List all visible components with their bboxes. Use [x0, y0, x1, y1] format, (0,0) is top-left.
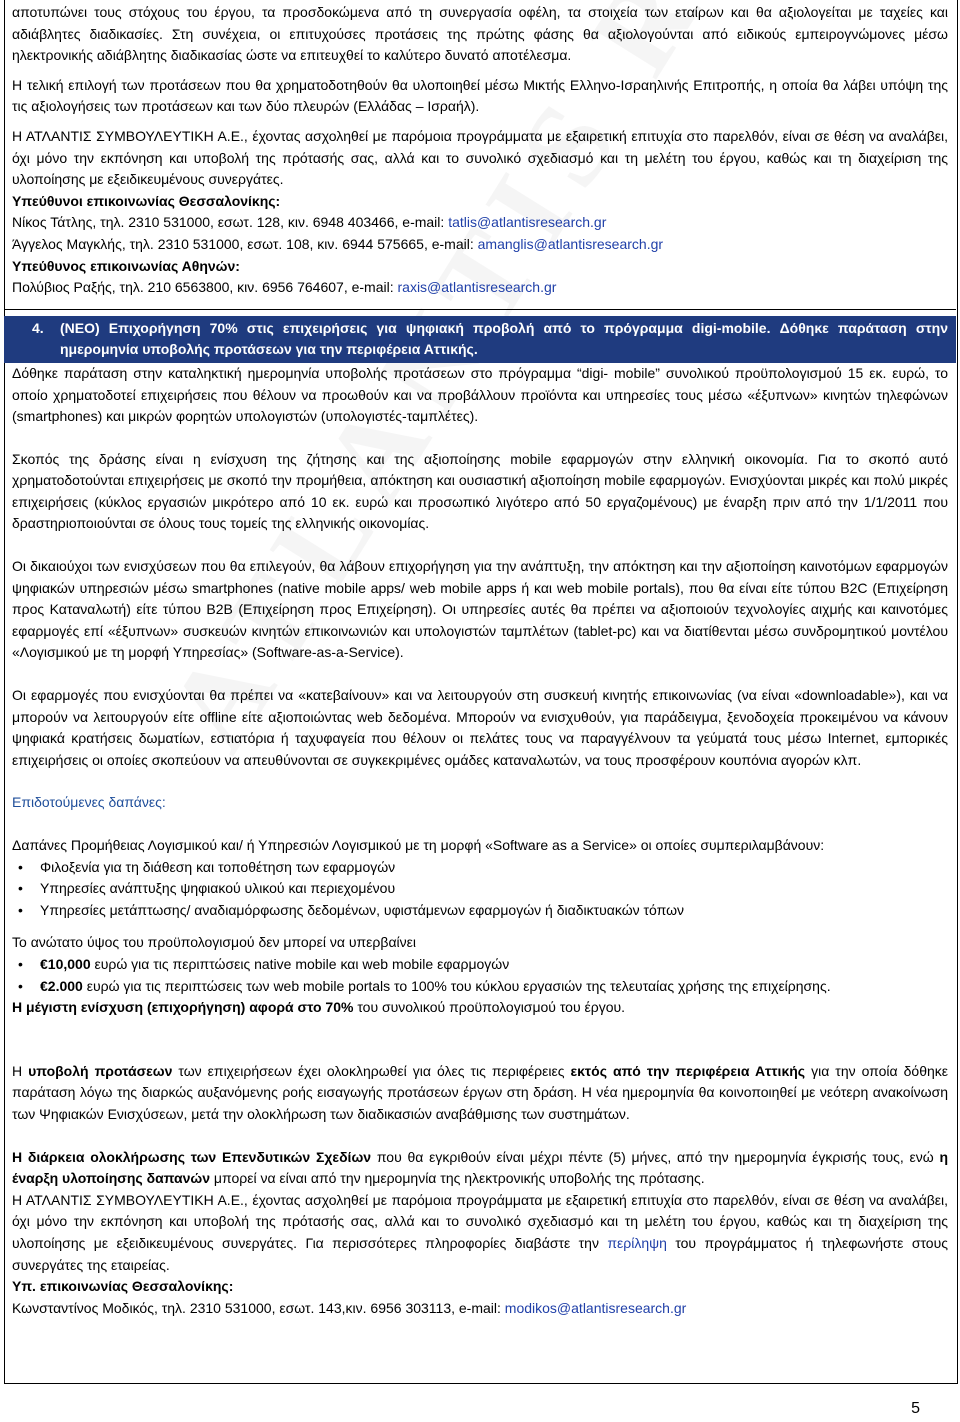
section-4-extension: Δόθηκε παράταση στην ημερομηνία υποβολής προτάσεων για την περιφέρεια Αττικής. [60, 319, 948, 358]
list-item: • Υπηρεσίες ανάπτυξης ψηφιακού υλικού και περιεχομένου [12, 878, 948, 900]
page-content [12, 2, 948, 1319]
company-name: Η ΑΤΛΑΝΤΙΣ ΣΥΜΒΟΥΛΕΥΤΙΚΗ Α.Ε. [12, 1191, 244, 1208]
email-link-tatlis[interactable]: tatlis@atlantisresearch.gr [448, 214, 607, 231]
list-item: • Υπηρεσίες μετάπτωσης/ αναδιαμόρφωσης δεδομένων, υφιστάμενων εφαρμογών ή διαδικτυακών τόπων [12, 900, 948, 922]
budget-list [12, 954, 948, 997]
goal-paragraph: Σκοπός της δράσης είναι η ενίσχυση της ζήτησης και της αξιοποίησης mobile εφαρμογών στην ελληνική οικονομία. Για το σκοπό αυτό χρηματοδοτούνται επιχειρήσεις με σκοπό την προμήθεια, απόκτηση και ουσιαστική αξιοποίηση mobile εφαρμογών. Ενισχύονται μικρές και πολύ μικρές επιχειρήσεις (κύκλος εργασιών μικρότερο από 10 εκ. ευρώ και προσωπικό λιγότερο από 50 εργαζομένους) με έναρξη πριν από την 1/1/2011 που δραστηριοποιούνται σε όλους τους τομείς της ελληνικής οικονομίας. [12, 450, 948, 532]
section-4-header [4, 316, 956, 363]
section-divider [4, 309, 956, 310]
thessaloniki-contacts-heading: Υπεύθυνοι επικοινωνίας Θεσσαλονίκης: [12, 192, 281, 209]
athens-contacts-heading: Υπεύθυνος επικοινωνίας Αθηνών: [12, 257, 240, 274]
expenses-list [12, 857, 948, 922]
submission-paragraph: Η υποβολή προτάσεων των επιχειρήσεων έχει ολοκληρωθεί για όλες τις περιφέρειες εκτός από την περιφέρεια Αττικής για την οποία δόθηκε παράταση λόγω της διαρκώς αυξανόμενης ροής εισαγωγής προτάσεων έργων στη δράση. Η νέα ημερομηνία θα κοινοποιηθεί με νεότερη ανακοίνωση των Ψηφιακών Ενισχύσεων, μετά την ολοκλήρωση των διαδικασιών αναβάθμισης των συστημάτων. [12, 1062, 949, 1122]
eligible-expenses-heading: Επιδοτούμενες δαπάνες: [12, 794, 166, 811]
thessaloniki-contact-heading-2: Υπ. επικοινωνίας Θεσσαλονίκης: [12, 1278, 234, 1295]
beneficiaries-paragraph: Οι δικαιούχοι των ενισχύσεων που θα επιλεγούν, θα λάβουν επιχορήγηση για την ανάπτυξη, την απόκτηση και την αξιοποίηση καινοτόμων εφαρμογών ψηφιακών υπηρεσιών μέσω smartphones (native mobile apps/ web mobile apps ή και web mobile portals), που θα είναι είτε τύπου B2C (Επιχείρηση προς Καταναλωτή) είτε τύπου B2B (Επιχείρηση προς Επιχείρηση). Οι υπηρεσίες αυτές θα πρέπει να αξιοποιούν τεχνολογίες αιχμής και καινοτόμες εφαρμογές επί «έξυπνων» συσκευών κινητών επικοινωνιών και υπολογιστών ταμπλέτων (tablet-pc) και να διατίθενται μέσω συνδρομητικού μοντέλου «Λογισμικού με τη μορφή Υπηρεσίας» (Software-as-a-Service). [12, 558, 948, 661]
final-selection-paragraph: Η τελική επιλογή των προτάσεων που θα χρηματοδοτηθούν θα υλοποιηθεί μέσω Μικτής Ελληνο-Ισραηλινής Επιτροπής, η οποία θα λάβει υπόψη της τις αξιολογήσεις των προτάσεων και των δύο πλευρών (Ελλάδας – Ισραήλ). [12, 76, 948, 115]
section-4-title: (ΝΕΟ) Επιχορήγηση 70% στις επιχειρήσεις για ψηφιακή προβολή από το πρόγραμμα digi-mobile. [60, 319, 771, 336]
contact-tatlis: Νίκος Τάτλης, τηλ. 2310 531000, εσωτ. 128, κιν. 6948 403466, e-mail: tatlis@atlantisresearch.gr [12, 214, 607, 231]
atlantis-paragraph-2: Η ΑΤΛΑΝΤΙΣ ΣΥΜΒΟΥΛΕΥΤΙΚΗ Α.Ε., έχοντας ασχοληθεί με παρόμοια προγράμματα με εξαιρετική επιτυχία στο παρελθόν, είναι σε θέση να αναλάβει, όχι μόνο την εκπόνηση και υποβολή της πρότασής σας, αλλά και το συνολικό σχεδιασμό και τη μελέτη του έργου, καθώς και τη διαχείριση της υλοποίησης με εξειδικευμένους συνεργάτες. Για περισσότερες πληροφορίες διαβάστε την περίληψη του προγράμματος ή τηλεφωνήστε στους συνεργάτες της εταιρείας. [12, 1191, 948, 1273]
intro-paragraph: αποτυπώνει τους στόχους του έργου, τα προσδοκώμενα από τη συνεργασία οφέλη, τα στοιχεία των εταίρων και θα αξιολογείται με ταχείες και αδιάβλητες διαδικασίες. Στη συνέχεια, οι επιτυχούσες προτάσεις της πρώτης φάσης θα αξιολογούνται από ειδικούς εμπειρογνώμονες μέσω ηλεκτρονικής αδιάβλητης διαδικασίας ώστε να επιτευχθεί το καλύτερο δυνατό αποτέλεσμα. [12, 4, 948, 64]
duration-paragraph: Η διάρκεια ολοκλήρωσης των Επενδυτικών Σχεδίων που θα εγκριθούν είναι μέχρι πέντε (5) μήνες, από την ημερομηνία έγκρισής τους, ενώ η έναρξη υλοποίησης δαπανών μπορεί να είναι από την ημερομηνία της ηλεκτρονικής υποβολής της πρότασης. [12, 1148, 948, 1187]
email-link-raxis[interactable]: raxis@atlantisresearch.gr [397, 279, 557, 296]
extension-paragraph: Δόθηκε παράταση στην καταληκτική ημερομηνία υποβολής προτάσεων στο πρόγραμμα “digi- mobile” συνολικού προϋπολογισμού 15 εκ. ευρώ, το οποίο χρηματοδοτεί επιχειρήσεις που θέλουν να προωθούν και να προβάλλουν προϊόντα και υπηρεσίες τους μέσω «έξυπνων» κινητών τηλεφώνων (smartphones) και μικρών φορητών υπολογιστών (υπολογιστές-ταμπλέτες). [12, 364, 948, 425]
list-item: • Φιλοξενία για τη διάθεση και τοποθέτηση των εφαρμογών [12, 857, 948, 879]
atlantis-paragraph-1: Η ΑΤΛΑΝΤΙΣ ΣΥΜΒΟΥΛΕΥΤΙΚΗ Α.Ε., έχοντας ασχοληθεί με παρόμοια προγράμματα με εξαιρετική επιτυχία στο παρελθόν, είναι σε θέση να αναλάβει, όχι μόνο την εκπόνηση και υποβολή της πρότασής σας, αλλά και το συνολικό σχεδιασμό και τη μελέτη του έργου, καθώς και τη διαχείριση της υλοποίησης με εξειδικευμένους συνεργάτες. [12, 127, 948, 188]
email-link-manglis[interactable]: amanglis@atlantisresearch.gr [477, 235, 664, 252]
section-4-number: 4. [32, 319, 44, 336]
contact-manglis: Άγγελος Μαγκλής, τηλ. 2310 531000, εσωτ. 108, κιν. 6944 575665, e-mail: amanglis@atlantisresearch.gr [12, 235, 664, 252]
max-subsidy: Η μέγιστη ενίσχυση (επιχορήγηση) αφορά στο 70% του συνολικού προϋπολογισμού του έργου. [12, 999, 626, 1016]
apps-paragraph: Οι εφαρμογές που ενισχύονται θα πρέπει να «κατεβαίνουν» και να λειτουργούν στη συσκευή κινητής επικοινωνίας (να είναι «downloadable»), και να μπορούν να λειτουργούν είτε offline είτε αξιοποιώντας web δεδομένα. Μπορούν να ενισχυθούν, για παράδειγμα, ξενοδοχεία προκειμένου να κάνουν ψηφιακά κρατήσεις δωματίων, εστιατόρια ή ταχυφαγεία που θέλουν οι πελάτες τους να παραγγέλνουν τα γεύματά τους μέσω Internet, εμπορικές επιχειρήσεις οι οποίες σκοπεύουν να απευθύνονται σε συγκεκριμένες ομάδες καταναλωτών, να τους προσφέρουν κουπόνια αγορών κλπ. [12, 687, 948, 768]
summary-link[interactable]: περίληψη [607, 1234, 667, 1251]
page-number: 5 [911, 1400, 920, 1417]
company-name: Η ΑΤΛΑΝΤΙΣ ΣΥΜΒΟΥΛΕΥΤΙΚΗ Α.Ε. [12, 127, 244, 144]
email-link-modikos[interactable]: modikos@atlantisresearch.gr [504, 1299, 687, 1316]
contact-raxis: Πολύβιος Ραξής, τηλ. 210 6563800, κιν. 6956 764607, e-mail: raxis@atlantisresearch.gr [12, 279, 557, 296]
expenses-intro: Δαπάνες Προμήθειας Λογισμικού και/ ή Υπηρεσιών Λογισμικού με τη μορφή «Software as a Service» οι οποίες συμπεριλαμβάνουν: [12, 837, 825, 853]
list-item: • €2.000 ευρώ για τις περιπτώσεις των web mobile portals το 100% του κύκλου εργασιών της τελευταίας χρήσης της επιχείρησης. [12, 976, 948, 998]
budget-intro: Το ανώτατο ύψος του προϋπολογισμού δεν μπορεί να υπερβαίνει [12, 934, 416, 951]
contact-modikos: Κωνσταντίνος Μοδικός, τηλ. 2310 531000, εσωτ. 143,κιν. 6956 303113, e-mail: modikos@atlantisresearch.gr [12, 1299, 687, 1316]
list-item: • €10,000 ευρώ για τις περιπτώσεις native mobile και web mobile εφαρμογών [12, 954, 948, 976]
